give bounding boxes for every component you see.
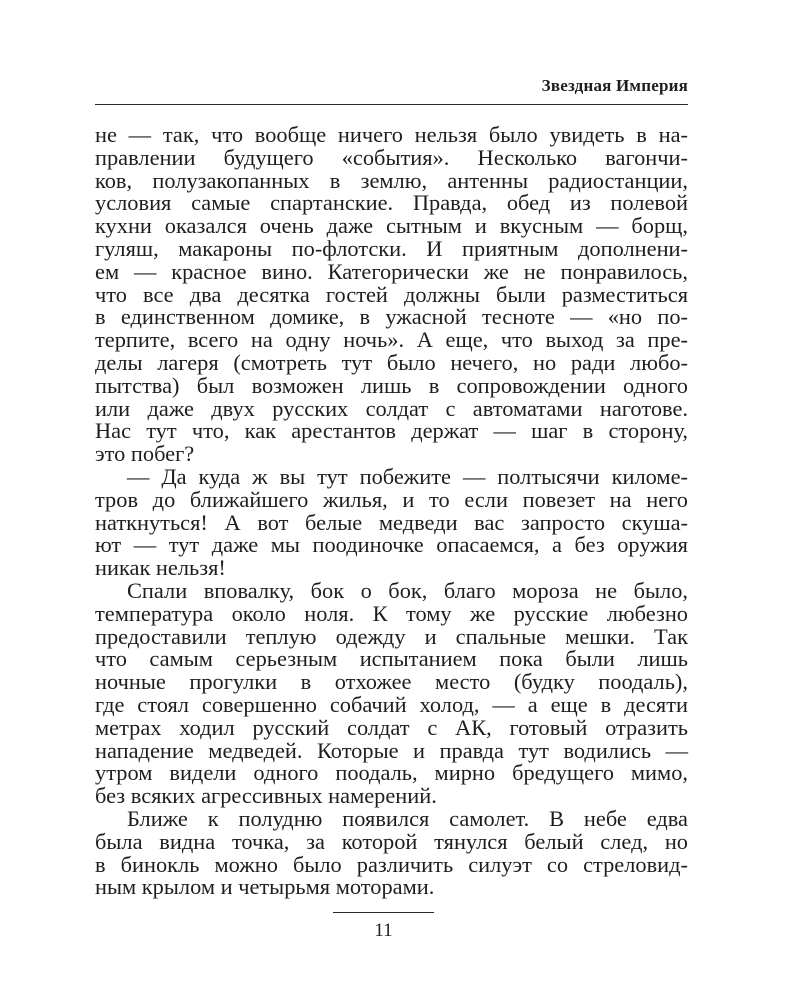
text-line: Нас тут что, как арестантов держат — шаг в сторону,	[95, 418, 688, 444]
text-line: или даже двух русских солдат с автоматами наготове.	[95, 395, 688, 421]
text-line: не — так, что вообще ничего нельзя было увидеть в на-	[95, 122, 688, 147]
paragraph-first-line: — Да куда ж вы тут побежите — полтысячи киломе-	[127, 463, 688, 489]
text-line: предоставили теплую одежду и спальные мешки. Так	[95, 623, 688, 649]
text-line: тров до ближайшего жилья, и то если повезет на него	[95, 486, 688, 512]
text-line: что самым серьезным испытанием пока были лишь	[95, 646, 688, 672]
page-number: 11	[374, 920, 393, 941]
paragraph-end-line: это побег?	[95, 441, 195, 467]
paragraph-end-line: никак нельзя!	[95, 555, 226, 581]
text-line: терпите, всего на одну ночь». А еще, что выход за пре-	[95, 327, 688, 353]
text-line: гуляш, макароны по-флотски. И приятным дополнени-	[95, 235, 688, 261]
text-line: условия самые спартанские. Правда, обед из полевой	[95, 190, 688, 216]
text-line: нападение медведей. Которые и правда тут водились —	[95, 737, 688, 763]
text-line: кухни оказался очень даже сытным и вкусным — борщ,	[95, 213, 688, 239]
text-line: ют — тут даже мы поодиночке опасаемся, а без оружия	[95, 532, 688, 558]
text-line: что все два десятка гостей должны были разместиться	[95, 281, 688, 307]
text-line: делы лагеря (смотреть тут было нечего, но ради любо-	[95, 349, 688, 375]
text-line: ков, полузакопанных в землю, антенны радиостанции,	[95, 167, 688, 193]
text-line: была видна точка, за которой тянулся белый след, но	[95, 828, 688, 854]
footer-rule	[333, 912, 434, 913]
paragraph-first-line: Спали вповалку, бок о бок, благо мороза не было,	[127, 577, 688, 603]
paragraph-end-line: без всяких агрессивных намерений.	[95, 783, 437, 809]
text-line: в единственном домике, в ужасной тесноте — «но по-	[95, 304, 688, 330]
paragraph-end-line: ным крылом и четырьмя моторами.	[95, 874, 435, 900]
running-header-title: Звездная Империя	[541, 76, 688, 95]
paragraph-first-line: Ближе к полудню появился самолет. В небе едва	[127, 805, 688, 831]
text-line: утром видели одного поодаль, мирно бредущего мимо,	[95, 760, 688, 786]
text-line: в бинокль можно было различить силуэт со стреловид-	[95, 851, 688, 877]
body-text	[95, 124, 688, 899]
text-line: наткнуться! А вот белые медведи вас запросто скуша-	[95, 509, 688, 535]
text-line: ем — красное вино. Категорически же не понравилось,	[95, 258, 688, 284]
text-line: ночные прогулки в отхожее место (будку поодаль),	[95, 669, 688, 695]
text-line: правлении будущего «события». Несколько вагончи-	[95, 144, 688, 170]
text-line: метрах ходил русский солдат с АК, готовый отразить	[95, 714, 688, 740]
text-line: температура около ноля. К тому же русские любезно	[95, 600, 688, 626]
header-rule	[95, 104, 688, 105]
text-line: где стоял совершенно собачий холод, — а еще в десяти	[95, 691, 688, 717]
text-line: пытства) был возможен лишь в сопровождении одного	[95, 372, 688, 398]
